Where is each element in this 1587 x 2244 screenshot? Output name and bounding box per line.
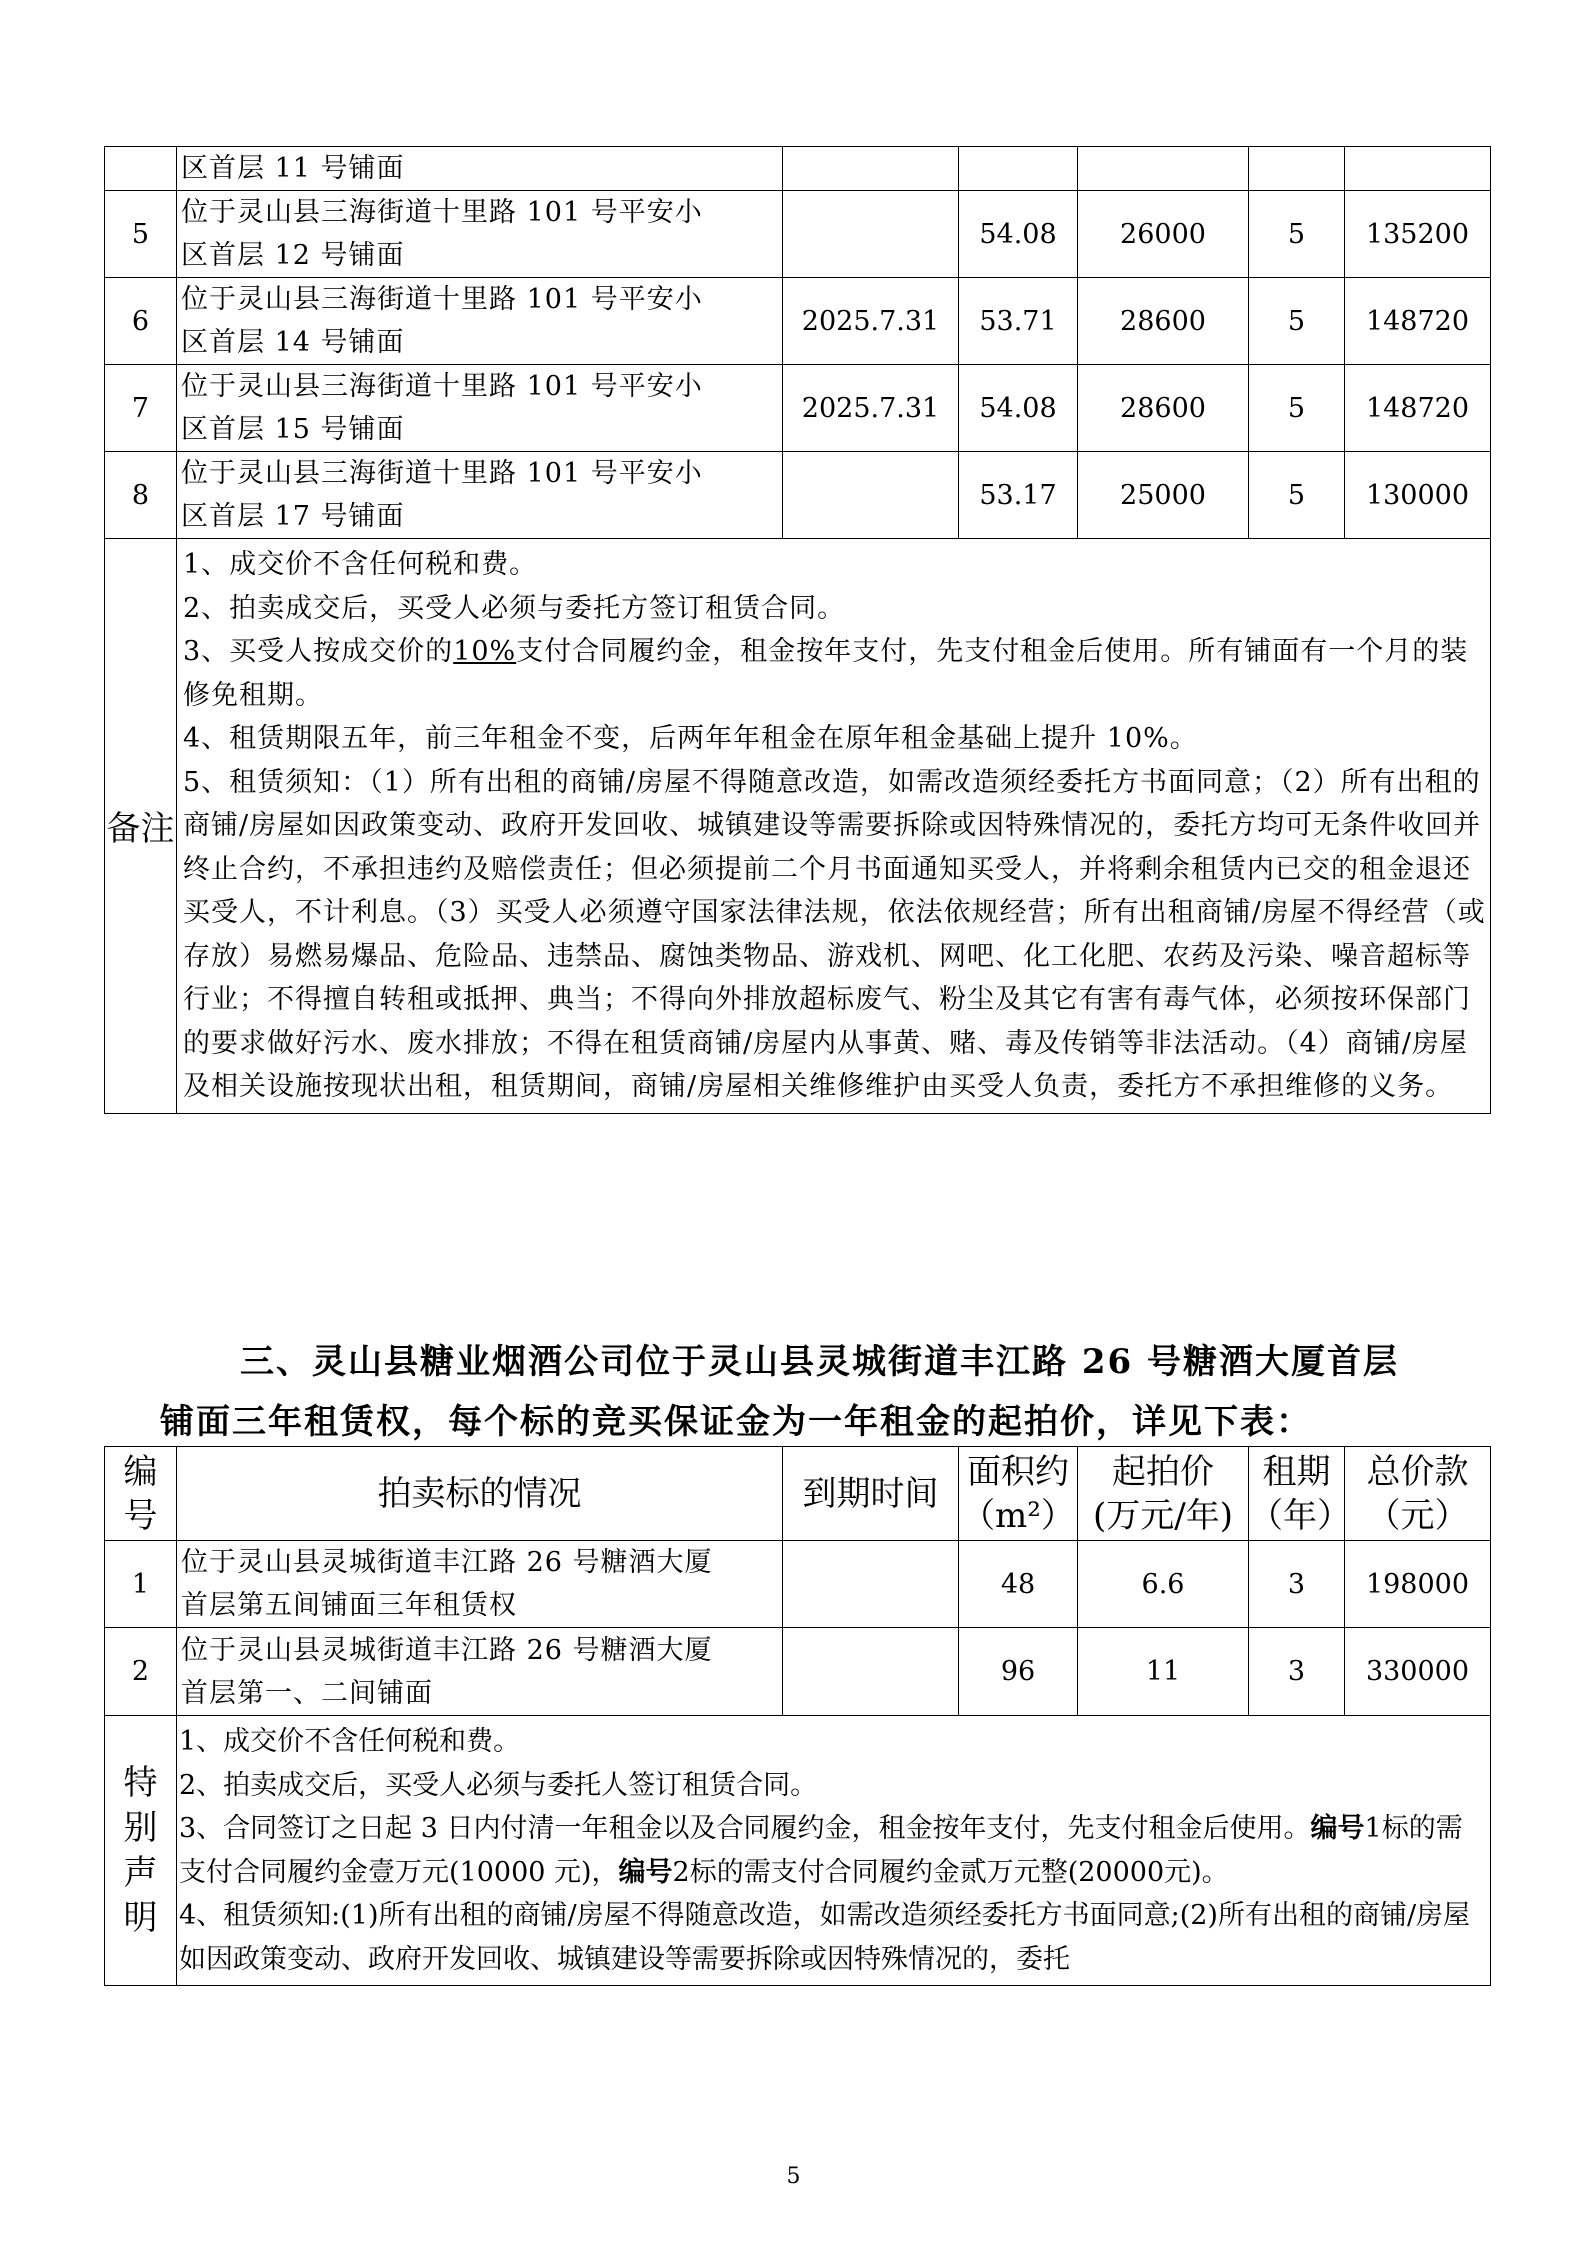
row-area: 53.17 (959, 452, 1078, 539)
row-total: 148720 (1345, 365, 1491, 452)
row-description: 位于灵山县三海街道十里路 101 号平安小 区首层 17 号铺面 (177, 452, 783, 539)
table-row (105, 452, 1491, 539)
row-start-price (1078, 147, 1249, 191)
row-area (959, 147, 1078, 191)
table-row (105, 1628, 1491, 1716)
row-start-price: 6.6 (1078, 1541, 1249, 1628)
row-area: 96 (959, 1628, 1078, 1716)
header-desc: 拍卖标的情况 (177, 1447, 783, 1541)
row-start-price: 28600 (1078, 278, 1249, 365)
table-header-row (105, 1447, 1491, 1541)
special-1: 1、成交价不含任何税和费。 (179, 1726, 521, 1757)
row-number: 5 (105, 191, 177, 278)
row-start-price: 25000 (1078, 452, 1249, 539)
row-total: 130000 (1345, 452, 1491, 539)
notes-row (105, 539, 1491, 1114)
section-heading-line2: 铺面三年租赁权，每个标的竞买保证金为一年租金的起拍价，详见下表： (160, 1402, 1312, 1442)
header-total: 总价款 （元） (1345, 1447, 1491, 1541)
header-no: 编 号 (105, 1447, 177, 1541)
header-area: 面积约 （m²） (959, 1447, 1078, 1541)
note-3: 3、买受人按成交价的10%支付合同履约金，租金按年支付，先支付租金后使用。所有铺面有一个月的装修免租期。 (183, 636, 1469, 711)
special-statement-row (105, 1716, 1491, 1986)
notes-label: 备注 (105, 539, 177, 1114)
note-1: 1、成交价不含任何税和费。 (183, 549, 538, 580)
table-row (105, 365, 1491, 452)
row-description: 位于灵山县灵城街道丰江路 26 号糖酒大厦 首层第五间铺面三年租赁权 (177, 1541, 783, 1628)
special-3: 3、合同签订之日起 3 日内付清一年租金以及合同履约金，租金按年支付，先支付租金后使用。编号1标的需支付合同履约金壹万元(10000 元)，编号2标的需支付合同履约金贰万元整(20000元)。 (179, 1813, 1463, 1888)
row-total: 135200 (1345, 191, 1491, 278)
note-5: 5、租赁须知：（1）所有出租的商铺/房屋不得随意改造，如需改造须经委托方书面同意；（2）所有出租的商铺/房屋如因政策变动、政府开发回收、城镇建设等需要拆除或因特殊情况的，委托方均可无条件收回并终止合约，不承担违约及赔偿责任；但必须提前二个月书面通知买受人，并将剩余租赁内已交的租金退还买受人，不计利息。（3）买受人必须遵守国家法律法规，依法依规经营；所有出租商铺/房屋不得经营（或存放）易燃易爆品、危险品、违禁品、腐蚀类物品、游戏机、网吧、化工化肥、农药及污染、噪音超标等行业；不得擅自转租或抵押、典当；不得向外排放超标废气、粉尘及其它有害有毒气体，必须按环保部门的要求做好污水、废水排放；不得在租赁商铺/房屋内从事黄、赌、毒及传销等非法活动。（4）商铺/房屋及相关设施按现状出租，租赁期间，商铺/房屋相关维修维护由买受人负责，委托方不承担维修的义务。 (183, 766, 1486, 1102)
row-start-price: 26000 (1078, 191, 1249, 278)
row-number: 1 (105, 1541, 177, 1628)
table-row (105, 1541, 1491, 1628)
row-term: 3 (1249, 1628, 1345, 1716)
row-expiry-date (783, 147, 959, 191)
row-number: 8 (105, 452, 177, 539)
row-expiry-date (783, 452, 959, 539)
table-row (105, 191, 1491, 278)
row-description: 位于灵山县灵城街道丰江路 26 号糖酒大厦 首层第一、二间铺面 (177, 1628, 783, 1716)
row-number: 7 (105, 365, 177, 452)
row-description: 区首层 11 号铺面 (177, 147, 783, 191)
row-term: 5 (1249, 452, 1345, 539)
note-4: 4、租赁期限五年，前三年租金不变，后两年年租金在原年租金基础上提升 10%。 (183, 723, 1198, 754)
row-description: 位于灵山县三海街道十里路 101 号平安小 区首层 15 号铺面 (177, 365, 783, 452)
row-total (1345, 147, 1491, 191)
section-heading-line1: 三、灵山县糖业烟酒公司位于灵山县灵城街道丰江路 26 号糖酒大厦首层 (240, 1342, 1399, 1382)
row-total: 198000 (1345, 1541, 1491, 1628)
row-total: 330000 (1345, 1628, 1491, 1716)
row-term: 3 (1249, 1541, 1345, 1628)
header-term: 租期 （年） (1249, 1447, 1345, 1541)
row-area: 48 (959, 1541, 1078, 1628)
row-term: 5 (1249, 365, 1345, 452)
lease-table-sugar-company (104, 1446, 1491, 1986)
row-area: 54.08 (959, 191, 1078, 278)
notes-content (177, 539, 1491, 1114)
special-statement-content (177, 1716, 1491, 1986)
row-number (105, 147, 177, 191)
row-number: 6 (105, 278, 177, 365)
row-expiry-date: 2025.7.31 (783, 278, 959, 365)
row-term: 5 (1249, 191, 1345, 278)
special-2: 2、拍卖成交后，买受人必须与委托人签订租赁合同。 (179, 1769, 818, 1801)
row-expiry-date (783, 191, 959, 278)
row-number: 2 (105, 1628, 177, 1716)
header-price: 起拍价 (万元/年) (1078, 1447, 1249, 1541)
special-4: 4、租赁须知:(1)所有出租的商铺/房屋不得随意改造，如需改造须经委托方书面同意;(2)所有出租的商铺/房屋如因政策变动、政府开发回收、城镇建设等需要拆除或因特殊情况的，委托 (179, 1900, 1471, 1975)
special-statement-label: 特 别 声 明 (105, 1716, 177, 1986)
row-expiry-date: 2025.7.31 (783, 365, 959, 452)
page-number: 5 (786, 2164, 801, 2189)
row-term (1249, 147, 1345, 191)
row-description: 位于灵山县三海街道十里路 101 号平安小 区首层 12 号铺面 (177, 191, 783, 278)
lease-table-continued (104, 146, 1491, 1114)
row-start-price: 11 (1078, 1628, 1249, 1716)
row-expiry-date (783, 1628, 959, 1716)
row-expiry-date (783, 1541, 959, 1628)
row-total: 148720 (1345, 278, 1491, 365)
table-row (105, 147, 1491, 191)
row-start-price: 28600 (1078, 365, 1249, 452)
note-2: 2、拍卖成交后，买受人必须与委托方签订租赁合同。 (183, 592, 846, 624)
row-area: 53.71 (959, 278, 1078, 365)
row-area: 54.08 (959, 365, 1078, 452)
row-term: 5 (1249, 278, 1345, 365)
header-date: 到期时间 (783, 1447, 959, 1541)
row-description: 位于灵山县三海街道十里路 101 号平安小 区首层 14 号铺面 (177, 278, 783, 365)
table-row (105, 278, 1491, 365)
